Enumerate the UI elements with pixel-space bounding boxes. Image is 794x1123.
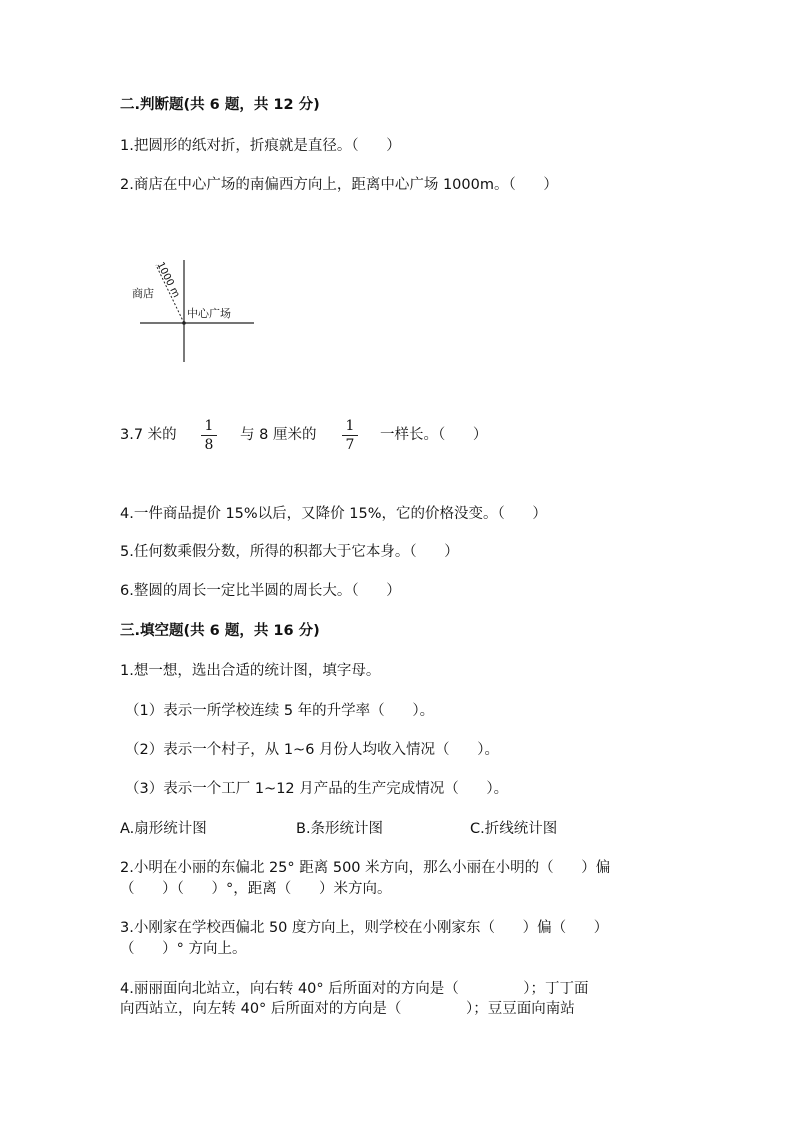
fraction-one-seventh <box>342 418 358 453</box>
center-point <box>182 321 186 325</box>
fill-question-1-sub2: （2）表示一个村子，从 1~6 月份人均收入情况（ ）。 <box>125 742 499 758</box>
fraction-one-eighth <box>201 418 217 453</box>
center-label: 中心广场 <box>187 307 231 320</box>
section3-heading: 三.填空题(共 6 题，共 16 分) <box>120 623 320 639</box>
fill-question-4-line1: 4.丽丽面向北站立，向右转 40° 后所面对的方向是（ ）；丁丁面 <box>120 981 589 997</box>
fill-question-1-stem: 1.想一想，选出合适的统计图，填字母。 <box>120 663 381 679</box>
fraction-denominator: 8 <box>204 437 214 453</box>
fraction-numerator: 1 <box>345 418 355 434</box>
option-b: B.条形统计图 <box>296 821 384 837</box>
judge-question-4: 4.一件商品提价 15%以后，又降价 15%，它的价格没变。（ ） <box>120 506 547 522</box>
option-c: C.折线统计图 <box>470 821 558 837</box>
direction-diagram <box>128 255 263 370</box>
fill-question-3-line2: （ ）° 方向上。 <box>120 941 247 957</box>
option-a: A.扇形统计图 <box>120 821 207 837</box>
fill-question-1-sub1: （1）表示一所学校连续 5 年的升学率（ ）。 <box>125 703 435 719</box>
fill-question-3-line1: 3.小刚家在学校西偏北 50 度方向上，则学校在小刚家东（ ）偏（ ） <box>120 920 609 936</box>
fraction-bar <box>201 435 217 436</box>
judge-question-2: 2.商店在中心广场的南偏西方向上，距离中心广场 1000m。（ ） <box>120 177 558 193</box>
fill-question-4-line2: 向西站立，向左转 40° 后所面对的方向是（ ）；豆豆面向南站 <box>120 1001 575 1017</box>
fill-question-1-sub3: （3）表示一个工厂 1~12 月产品的生产完成情况（ ）。 <box>125 781 509 797</box>
judge-question-1: 1.把圆形的纸对折，折痕就是直径。（ ） <box>120 138 401 154</box>
judge-question-3-suffix: 一样长。（ ） <box>380 427 488 443</box>
judge-question-5: 5.任何数乘假分数，所得的积都大于它本身。（ ） <box>120 544 459 560</box>
judge-question-3-middle: 与 8 厘米的 <box>240 427 317 443</box>
fraction-bar <box>342 435 358 436</box>
fill-question-2-line2: （ ）（ ）°，距离（ ）米方向。 <box>120 881 392 897</box>
fraction-numerator: 1 <box>204 418 214 434</box>
fraction-denominator: 7 <box>345 437 355 453</box>
judge-question-6: 6.整圆的周长一定比半圆的周长大。（ ） <box>120 583 401 599</box>
fill-question-2-line1: 2.小明在小丽的东偏北 25° 距离 500 米方向，那么小丽在小明的（ ）偏 <box>120 860 611 876</box>
section2-heading: 二.判断题(共 6 题，共 12 分) <box>120 97 320 113</box>
distance-label: 1000 m <box>154 260 182 300</box>
shop-label: 商店 <box>132 287 154 300</box>
judge-question-3-prefix: 3.7 米的 <box>120 427 177 443</box>
